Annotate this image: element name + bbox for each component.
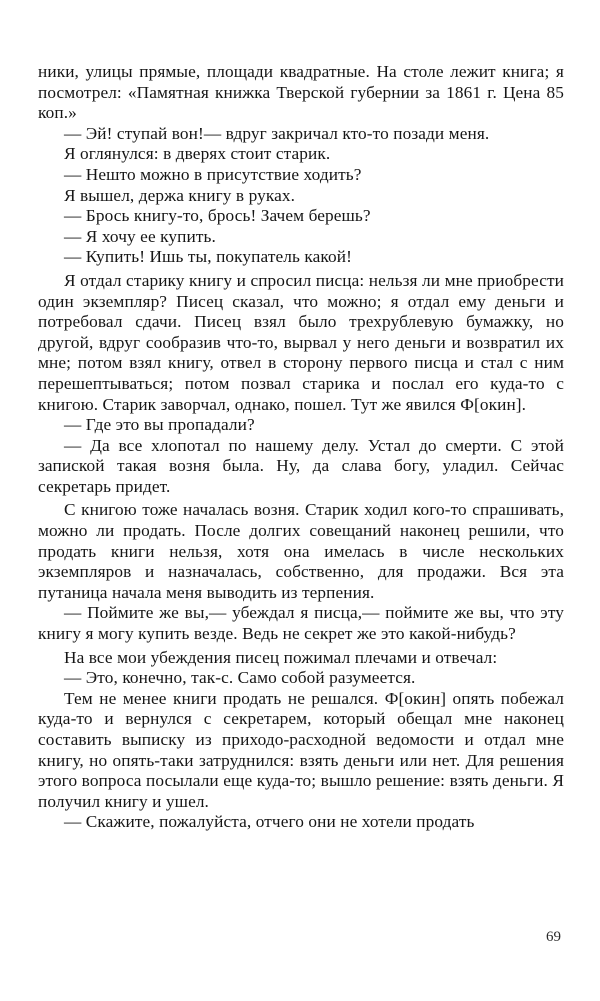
- paragraph-9: Я отдал старику книгу и спросил писца: нельзя ли мне приобрести один экземпляр? Писец сказал, что можно; я отдал ему деньги и потребовал сдачи. Писец взял было трехрублевую бумажку, но другой, вдруг сообразив что-то, вырвал у него деньги и возвратил их мне; потом взял книгу, отвел в сторону первого писца и стал с ним перешептываться; потом позвал старика и послал его куда-то с книгою. Старик заворчал, однако, пошел. Тут же явился Ф[окин].: [38, 270, 564, 414]
- paragraph-10: — Где это вы пропадали?: [64, 415, 255, 435]
- paragraph-12: С книгою тоже началась возня. Старик ходил кого-то спрашивать, можно ли продать. После долгих совещаний наконец решили, что продать книги нельзя, хотя она имелась в числе нескольких экземпляров и назначалась, собственно, для продажи. Вся эта путаница начала меня выводить из терпения.: [38, 500, 564, 602]
- paragraph-15: — Это, конечно, так-с. Само собой разумеется.: [64, 668, 416, 688]
- page-body: [38, 62, 564, 833]
- paragraph-3: Я оглянулся: в дверях стоит старик.: [64, 144, 331, 164]
- paragraph-14: На все мои убеждения писец пожимал плечами и отвечал:: [64, 647, 498, 667]
- paragraph-16: Тем не менее книги продать не решался. Ф[окин] опять побежал куда-то и вернулся с секретарем, который обещал мне наконец составить выписку из приходо-расходной ведомости и отдал мне книгу, но опять-таки затруднился: взять деньги или нет. Для решения этого вопроса посылали еще куда-то; вышло решение: взять деньги. Я получил книгу и ушел.: [38, 688, 564, 811]
- paragraph-8: — Купить! Ишь ты, покупатель какой!: [64, 247, 352, 267]
- paragraph-1: ники, улицы прямые, площади квадратные. На столе лежит книга; я посмотрел: «Памятная книжка Тверской губернии за 1861 г. Цена 85 коп.»: [38, 62, 564, 123]
- paragraph-6: — Брось книгу-то, брось! Зачем берешь?: [64, 206, 371, 226]
- paragraph-2: — Эй! ступай вон!— вдруг закричал кто-то позади меня.: [64, 123, 490, 143]
- page-number: 69: [546, 929, 561, 945]
- paragraph-13: — Поймите же вы,— убеждал я писца,— поймите же вы, что эту книгу я могу купить везде. Ведь не секрет же это какой-нибудь?: [38, 603, 564, 644]
- paragraph-17: — Скажите, пожалуйста, отчего они не хотели продать: [64, 812, 475, 832]
- paragraph-5: Я вышел, держа книгу в руках.: [64, 185, 296, 205]
- paragraph-7: — Я хочу ее купить.: [64, 226, 216, 246]
- paragraph-11: — Да все хлопотал по нашему делу. Устал до смерти. С этой запиской такая возня была. Ну, да слава богу, уладил. Сейчас секретарь придет.: [38, 435, 564, 496]
- paragraph-4: — Нешто можно в присутствие ходить?: [64, 164, 362, 184]
